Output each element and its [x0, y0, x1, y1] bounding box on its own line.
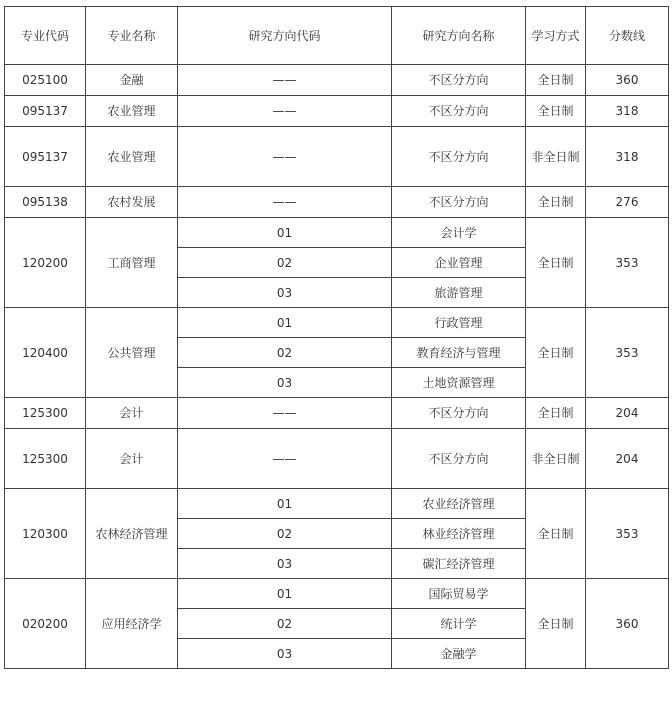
- cell-dir-code: 01: [178, 579, 392, 609]
- cell-dir-code: 02: [178, 609, 392, 639]
- cell-code: 025100: [5, 65, 86, 96]
- cell-dir-code: 02: [178, 519, 392, 549]
- cell-dir-code: 01: [178, 218, 392, 248]
- cell-score: 318: [586, 96, 669, 127]
- cell-dir-name: 统计学: [392, 609, 526, 639]
- cell-score: 360: [586, 65, 669, 96]
- table-row: [5, 429, 669, 489]
- cell-code: 095137: [5, 127, 86, 187]
- header-name: 专业名称: [86, 7, 178, 65]
- cell-code: 125300: [5, 429, 86, 489]
- cell-dir-name: 不区分方向: [392, 187, 526, 218]
- cell-dir-code: 01: [178, 489, 392, 519]
- cell-name: 会计: [86, 398, 178, 429]
- cell-name: 会计: [86, 429, 178, 489]
- header-mode: 学习方式: [526, 7, 586, 65]
- cell-dir-name: 旅游管理: [392, 278, 526, 308]
- cell-dir-code: 03: [178, 368, 392, 398]
- cell-name: 农林经济管理: [86, 489, 178, 579]
- cell-dir-name: 教育经济与管理: [392, 338, 526, 368]
- cell-name: 农业管理: [86, 127, 178, 187]
- header-row: [5, 7, 669, 65]
- cell-mode: 全日制: [526, 96, 586, 127]
- cell-code: 020200: [5, 579, 86, 669]
- cell-name: 公共管理: [86, 308, 178, 398]
- cell-dir-name: 不区分方向: [392, 96, 526, 127]
- cell-dir-code: ——: [178, 96, 392, 127]
- cell-dir-name: 土地资源管理: [392, 368, 526, 398]
- score-table-container: [4, 6, 669, 669]
- table-row: [5, 489, 669, 519]
- header-dir-name: 研究方向名称: [392, 7, 526, 65]
- cell-mode: 全日制: [526, 579, 586, 669]
- cell-code: 120200: [5, 218, 86, 308]
- cell-dir-code: 02: [178, 338, 392, 368]
- cell-score: 353: [586, 489, 669, 579]
- table-row: [5, 398, 669, 429]
- cell-dir-name: 不区分方向: [392, 398, 526, 429]
- cell-dir-code: 03: [178, 549, 392, 579]
- cell-dir-code: ——: [178, 187, 392, 218]
- header-score: 分数线: [586, 7, 669, 65]
- cell-dir-code: 03: [178, 639, 392, 669]
- cell-dir-name: 不区分方向: [392, 65, 526, 96]
- table-row: [5, 308, 669, 338]
- cell-mode: 全日制: [526, 398, 586, 429]
- cell-code: 120300: [5, 489, 86, 579]
- header-code: 专业代码: [5, 7, 86, 65]
- cell-dir-name: 金融学: [392, 639, 526, 669]
- cell-name: 农村发展: [86, 187, 178, 218]
- cell-mode: 全日制: [526, 308, 586, 398]
- cell-dir-name: 农业经济管理: [392, 489, 526, 519]
- cell-code: 120400: [5, 308, 86, 398]
- score-table: [4, 6, 669, 669]
- table-row: [5, 96, 669, 127]
- cell-dir-name: 行政管理: [392, 308, 526, 338]
- table-row: [5, 218, 669, 248]
- cell-score: 360: [586, 579, 669, 669]
- cell-mode: 全日制: [526, 187, 586, 218]
- cell-code: 095137: [5, 96, 86, 127]
- cell-dir-name: 会计学: [392, 218, 526, 248]
- cell-dir-code: ——: [178, 398, 392, 429]
- table-row: [5, 187, 669, 218]
- cell-dir-code: 03: [178, 278, 392, 308]
- header-dir-code: 研究方向代码: [178, 7, 392, 65]
- cell-mode: 非全日制: [526, 127, 586, 187]
- cell-score: 353: [586, 218, 669, 308]
- cell-dir-name: 林业经济管理: [392, 519, 526, 549]
- cell-dir-name: 不区分方向: [392, 127, 526, 187]
- cell-score: 204: [586, 429, 669, 489]
- cell-name: 应用经济学: [86, 579, 178, 669]
- cell-dir-name: 碳汇经济管理: [392, 549, 526, 579]
- cell-mode: 全日制: [526, 489, 586, 579]
- cell-dir-name: 国际贸易学: [392, 579, 526, 609]
- cell-dir-code: ——: [178, 429, 392, 489]
- cell-mode: 全日制: [526, 65, 586, 96]
- cell-dir-code: 02: [178, 248, 392, 278]
- cell-dir-name: 不区分方向: [392, 429, 526, 489]
- cell-mode: 全日制: [526, 218, 586, 308]
- cell-mode: 非全日制: [526, 429, 586, 489]
- cell-dir-name: 企业管理: [392, 248, 526, 278]
- table-row: [5, 127, 669, 187]
- cell-score: 204: [586, 398, 669, 429]
- cell-dir-code: 01: [178, 308, 392, 338]
- cell-score: 276: [586, 187, 669, 218]
- cell-code: 095138: [5, 187, 86, 218]
- cell-dir-code: ——: [178, 127, 392, 187]
- cell-name: 工商管理: [86, 218, 178, 308]
- cell-score: 318: [586, 127, 669, 187]
- cell-name: 金融: [86, 65, 178, 96]
- cell-dir-code: ——: [178, 65, 392, 96]
- cell-score: 353: [586, 308, 669, 398]
- table-row: [5, 579, 669, 609]
- table-row: [5, 65, 669, 96]
- cell-name: 农业管理: [86, 96, 178, 127]
- cell-code: 125300: [5, 398, 86, 429]
